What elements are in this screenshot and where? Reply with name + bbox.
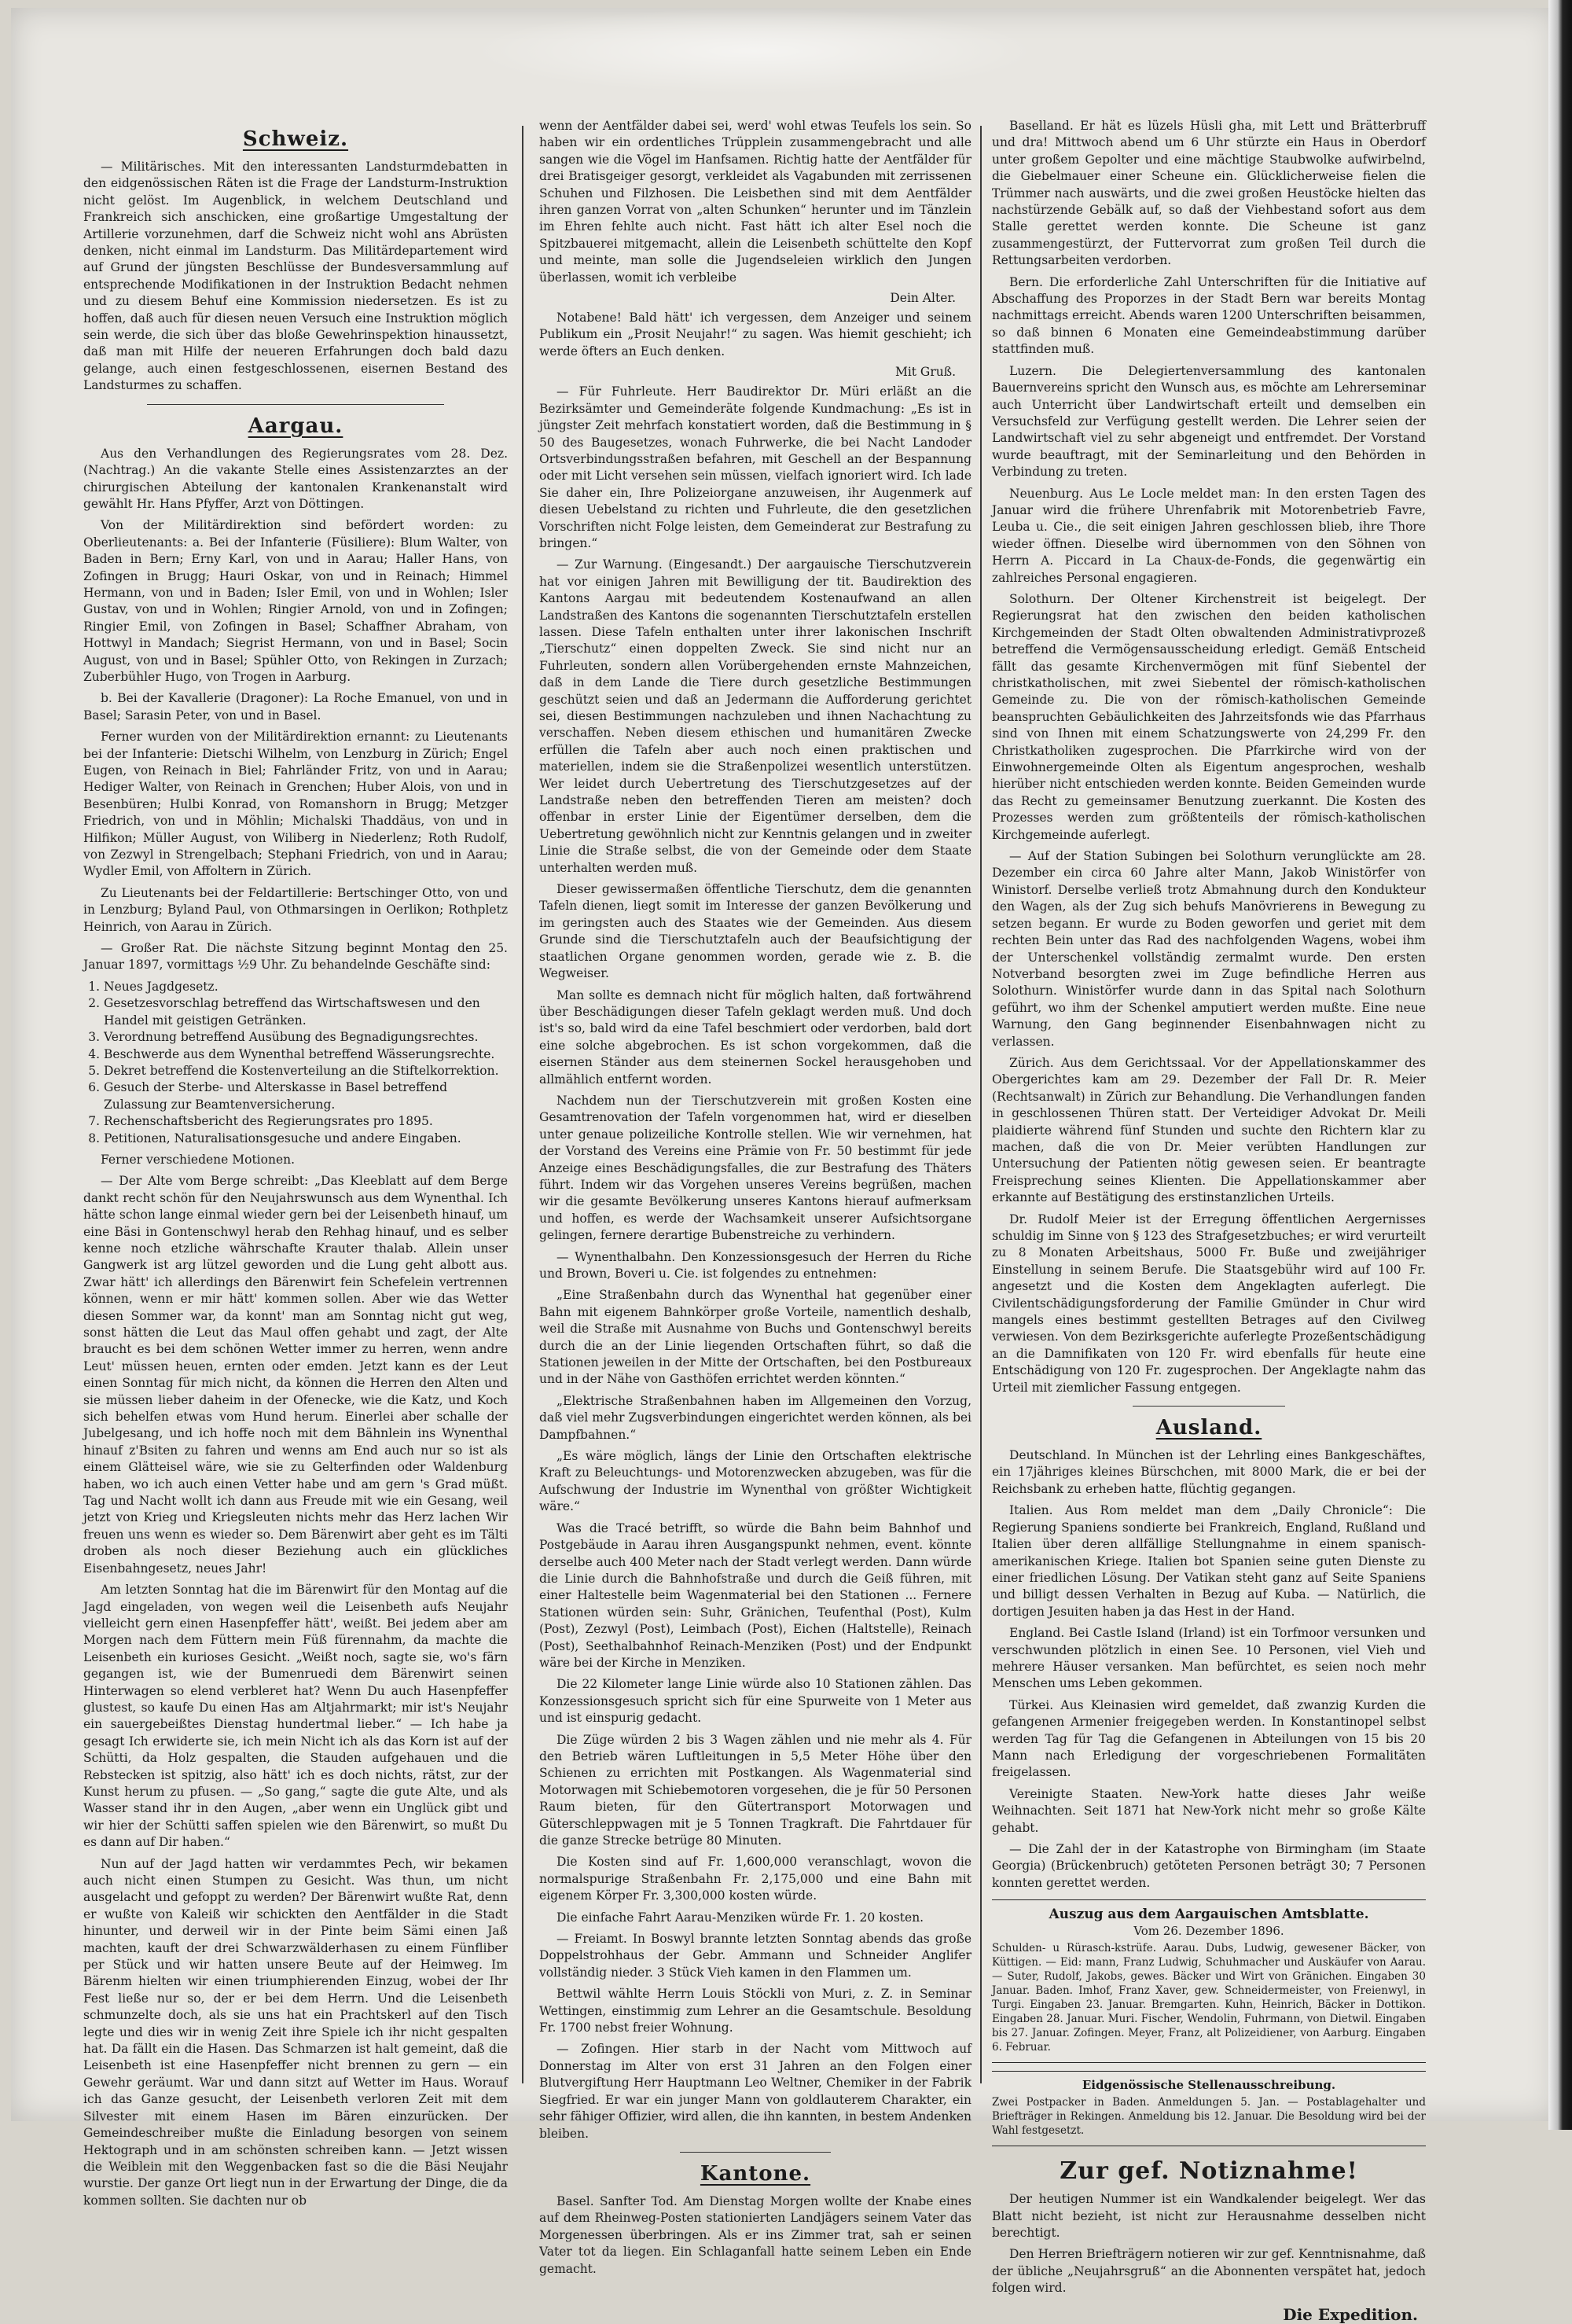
agenda-list (104, 979, 508, 1147)
article-zuege: Die Züge würden 2 bis 3 Wagen zählen und nie mehr als 4. Für den Betrieb wären Luftleitungen in 5,5 Meter Höhe über den Schienen zu errichten mit Postkangen. Als Wagenmaterial sind Motorwagen mit Schiebemotoren vorgesehen, die je für 50 Personen Raum bieten, für den Gütertransport Motorwagen und Güterschleppwagen mit je 5 Tonnen Tragkraft. Die Fahrtdauer für die ganze Strecke betrüge 80 Minuten. (539, 1732, 971, 1848)
section-heading-kantone: Kantone. (700, 2161, 811, 2186)
article-bern: Bern. Die erforderliche Zahl Unterschriften für die Initiative auf Abschaffung des Proporzes in der Stadt Bern war bereits Montag nachmittags erreicht. Abends waren 1200 Unterschriften beisammen, so daß binnen 6 Monaten eine Gemeindeabstimmung darüber stattfinden muß. (992, 274, 1426, 357)
agenda-item: 1. Neues Jagdgesetz. (104, 979, 508, 995)
article-strassenbahn: „Eine Straßenbahn durch das Wynenthal hat gegenüber einer Bahn mit eigenem Bahnkörper große Vorteile, namentlich deshalb, weil die Straße mit Ausnahme von Buchs und Gontenschwyl bereits durch die an der Linie liegenden Ortschaften führt, so daß die Stationen jeweilen in der Mitte der Ortschaften, bei den Postbureaux und in der Nähe von Gasthöfen errichtet werden könnten.“ (539, 1288, 971, 1387)
article-tuerkei: Türkei. Aus Kleinasien wird gemeldet, daß zwanzig Kurden die gefangenen Armenier freigegeben werden. In Konstantinopel selbst werden Tag für Tag die Gefangenen in Abteilungen von 15 bis 20 Mann nach Erledigung der vorgeschriebenen Formalitäten freigelassen. (992, 1697, 1426, 1780)
article-vereinigte-staaten: Vereinigte Staaten. New-York hatte dieses Jahr weiße Weihnachten. Seit 1871 hat New-York nicht mehr so große Kälte gehabt. (992, 1786, 1426, 1835)
column-rule-1 (522, 126, 523, 2083)
column-1 (83, 118, 508, 2208)
article-subingen: — Auf der Station Subingen bei Solothurn verunglückte am 28. Dezember ein circa 60 Jahre alter Mann, Jakob Winistörfer von Winistorf. Derselbe verließ trotz Abmahnung durch den Kondukteur den Wagen, als der Zug sich behufs Manövrierens in Bewegung zu setzen begann. Er wurde zu Boden geworfen und geriet mit dem rechten Bein unter das Rad des nachfolgenden Wagens, wobei ihm der Unterschenkel vollständig zermalmt wurde. Den ersten Notverband besorgten zwei im Zuge befindliche Herren aus Solothurn. Winistörfer wurde dann in das Spital nach Solothurn geführt, wo ihm der Schenkel amputiert werden mußte. Eine neue Warnung, den Gang beginnender Eisenbahnwagen nicht zu verlassen. (992, 849, 1426, 1049)
agenda-item: 2. Gesetzesvorschlag betreffend das Wirtschaftswesen und den Handel mit geistigen Getränken. (104, 995, 508, 1029)
article-zuerich: Zürich. Aus dem Gerichtssaal. Vor der Appellationskammer des Obergerichtes kam am 29. Dezember der Fall Dr. R. Meier (Rechtsanwalt) in Zürich zur Behandlung. Die Verhandlungen fanden in geschlossenen Thüren statt. Der Verteidiger Advokat Dr. Meili plaidierte während fünf Stunden und suchte den Richtern klar zu machen, daß die von Dr. Meier verübten Handlungen zur Untersuchung der Patienten nötig gewesen seien. Er beantragte Freisprechung seines Klienten. Die Appellationskammer aber erkannte auf Bestätigung des erstinstanzlichen Urteils. (992, 1055, 1426, 1205)
article-bettwil: Bettwil wählte Herrn Louis Stöckli von Muri, z. Z. in Seminar Wettingen, einstimmig zum Lehrer an die Gesamtschule. Besoldung Fr. 1700 nebst freier Wohnung. (539, 1987, 971, 2035)
article-basel: Basel. Sanfter Tod. Am Dienstag Morgen wollte der Knabe eines auf dem Rheinweg-Posten stationierten Landjägers seinem Vater das Morgenessen überbringen. Als er ins Zimmer trat, sah er seinen Vater tot da liegen. Ein Schlaganfall hatte seinem Leben ein Ende gemacht. (539, 2193, 971, 2276)
notice-title: Zur gef. Notiznahme! (1060, 2157, 1358, 2186)
page-edge (1548, 0, 1572, 2130)
article-fahrt: Die einfache Fahrt Aarau-Menziken würde Fr. 1. 20 kosten. (556, 1910, 924, 1925)
article-grosser-rat: — Großer Rat. Die nächste Sitzung beginnt Montag den 25. Januar 1897, vormittags ½9 Uhr. Zu behandelnde Geschäfte sind: (83, 941, 508, 973)
column-3 (992, 118, 1426, 2324)
article-luzern: Luzern. Die Delegiertenversammlung des kantonalen Bauernvereins spricht den Wunsch aus, es möchte am Lehrerseminar auch Unterricht über Landwirtschaft erteilt und demselben ein Versuchsfeld zur Verfügung gestellt werden. Die Lehrer seien der Landwirtschaft viel zu sehr abgeneigt und entfremdet. Der Vorstand wurde beauftragt, mit der Seminarleitung und den Behörden in Verbindung zu treten. (992, 363, 1426, 480)
article-feldartillerie: Zu Lieutenants bei der Feldartillerie: Bertschinger Otto, von und in Lenzburg; Byland Paul, von Othmarsingen in Oerlikon; Rothpletz Heinrich, von Aarau in Zürich. (83, 885, 508, 934)
article-kosten: Die Kosten sind auf Fr. 1,600,000 veranschlagt, wovon die normalspurige Straßenbahn Fr. 2,175,000 und eine Bahn mit eigenem Körper Fr. 3,300,000 kosten würde. (539, 1855, 971, 1903)
article-tafeln: Man sollte es demnach nicht für möglich halten, daß fortwährend über Beschädigungen dieser Tafeln geklagt werden muß. Und doch ist's so, bald wird da eine Tafel beschmiert oder verdorben, bald dort eine solche abgebrochen. Es ist schon vorgekommen, daß die eisernen Ständer aus dem steinernen Sockel herausgehoben und allmählich entfernt worden. (539, 987, 971, 1087)
article-trace: Was die Tracé betrifft, so würde die Bahn beim Bahnhof und Postgebäude in Aarau ihren Ausgangspunkt nehmen, event. könnte derselbe auch 400 Meter nach der Stadt verlegt werden. Dann würde die Linie durch die Bahnhofstraße und durch die Geiß führen, mit einer Haltestelle beim Wagenmaterial bei den Stationen ... Fernere Stationen würden sein: Suhr, Gränichen, Teufenthal (Post), Kulm (Post), Zezwyl (Post), Leimbach (Post), Eichen (Haltstelle), Reinach (Post), Seethalbahnhof Reinach-Menziken (Post) und der Endpunkt wäre bei der Kirche in Menziken. (539, 1521, 971, 1670)
article-england: England. Bei Castle Island (Irland) ist ein Torfmoor versunken und verschwunden plötzlich in einen See. 10 Personen, viel Vieh und mehrere Häuser versanken. Man befürchtet, es seien noch mehr Menschen ums Leben gekommen. (992, 1626, 1426, 1691)
article-solothurn: Solothurn. Der Oltener Kirchenstreit ist beigelegt. Der Regierungsrat hat den zwischen den beiden katholischen Kirchgemeinden der Stadt Olten obwaltenden Administrativprozeß betreffend die Vermögensausscheidung erledigt. Gemäß Entscheid fällt das gesamte Kirchenvermögen mit fünf Siebentel der christkatholischen, mit zwei Siebentel der römisch-katholischen Gemeinde zu. Die von der römisch-katholischen Gemeinde beanspruchten Gebäulichkeiten des Jahrzeitsfonds wie das Pfarrhaus sind von Ihnen mit einem Schatzungswerte von 24,299 Fr. den Christkatholiken zugesprochen. Die Pfarrkirche wird von der Einwohnergemeinde Olten als Eigentum angesprochen, weshalb hierüber nicht entschieden werden konnte. Beiden Gemeinden wurde das Recht zu gemeinsamer Benutzung zuerkannt. Die Kosten des Prozesses werden zum größtenteils der römisch-katholischen Kirchgemeinde auferlegt. (992, 591, 1426, 842)
article-zofingen: — Zofingen. Hier starb in der Nacht vom Mittwoch auf Donnerstag im Alter von erst 31 Jahren an den Folgen einer Blutvergiftung Herr Hauptmann Leo Weltner, Chemiker in der Fabrik Siegfried. Er war ein junger Mann von goldlauterem Charakter, ein sehr fähiger Offizier, wird allen, die ihn kannten, in bestem Andenken bleiben. (539, 2042, 971, 2141)
section-heading-aargau: Aargau. (248, 414, 343, 438)
article-baselland: Baselland. Er hät es lüzels Hüsli gha, mit Lett und Brätterbruff und dra! Mittwoch abend um 6 Uhr stürzte ein Haus in Oberdorf unter großem Gepolter und eine mächtige Staubwolke aufwirbelnd, die Giebelmauer einer Scheune ein. Glücklicherweise fielen die Trümmer nach auswärts, und die zwei großen Heustöcke hielten das nachstürzende Gebälk auf, so daß der Viehbestand sofort aus dem Stalle gerettet werden konnte. Die Scheune ist ganz zusammengestürzt, der Futtervorrat zum großen Teil durch die Rettungsarbeiten verdorben. (992, 119, 1426, 268)
article-motionen: Ferner verschiedene Motionen. (101, 1152, 296, 1167)
article-urteil: Dr. Rudolf Meier ist der Erregung öffentlichen Aergernisses schuldig im Sinne von § 123 des Strafgesetzbuches; er wird verurteilt zu 8 Monaten Arbeitshaus, 5000 Fr. Buße und zweijähriger Einstellung in seinem Berufe. Die Staatsgebühr wird auf 100 Fr. angesetzt und die Kosten dem Angeklagten auferlegt. Die Civilentschädigungsforderung der Familie Gmünder in Chur wird mangels eines bestimmt gestellten Betrages auf den Civilweg verwiesen. Von dem Bezirksgerichte auferlegte Prozeßentschädigung an die Damnifikaten von 120 Fr. wird ebenfalls für heute eine Entschädigung von 120 Fr. zugesprochen. Der Angeklagte nahm das Urteil mit ziemlicher Fassung entgegen. (992, 1212, 1426, 1395)
signature: Mit Gruß. (894, 365, 956, 380)
article-jagd: Am letzten Sonntag hat die im Bärenwirt für den Montag auf die Jagd eingeladen, von wegen weil die Leisenbeth aufs Neujahr vielleicht gern einen Hasenpfeffer hätt', weißt. Bei jedem aber am Morgen nach dem Füttern mein Füß fürennahm, da machte die Leisenbeth ein kurioses Gesicht. „Weißt noch, sagte sie, wo's färn gegangen ist, wie der Bumenruedi dem Bärenwirt seinen Hinterwagen so elend verbleret hat? Wenn Du auch Hasenpfeffer glustest, so kaufe Du einen Has am Altjahrmarkt; mir ist's Neujahr ein sauergebeißtes Dienstag hundertmal lieber.“ — Ich habe ja gesagt Ich erwiderte sie, ich mein Nicht ich als das Korn ist auf der Schütti, da Holz gespalten, die Stauden aufgehauen und die Rebstecken ist spitzig, also hätt' ich es doch nichts, rätst, zur der Kunst herum zu pfusen. — „So gang,“ sagte die gute Alte, und als Wasser stand ihr in den Augen, „aber wenn ein Unglück gibt und wir hier der Schütti saffen spielen wie den Bärenwirt, so mußt Du es dann auf Dir haben.“ (83, 1583, 508, 1850)
article-lieutenants: Ferner wurden von der Militärdirektion ernannt: zu Lieutenants bei der Infanterie: Dietschi Wilhelm, von Lenzburg in Zürich; Engel Eugen, von Reinach in Biel; Fahrländer Fritz, von und in Aarau; Hediger Walter, von Reinach in Grenchen; Huber Alois, von und in Besenbüren; Hulbi Konrad, von Romanshorn in Brugg; Metzger Friedrich, von und in Möhlin; Michalski Thaddäus, von und in Hilfikon; Müller August, von Wiliberg in Niederlenz; Roth Rudolf, von Zezwyl in Strengelbach; Stephani Friedrich, von und in Aarau; Wydler Emil, von Affoltern in Zürich. (83, 730, 508, 879)
agenda-item: 6. Gesuch der Sterbe- und Alterskasse in Basel betreffend Zulassung zur Beamtenversicherung. (104, 1079, 508, 1113)
amtsblatt-box (992, 1899, 1426, 2063)
article-elektrisch: „Elektrische Straßenbahnen haben im Allgemeinen den Vorzug, daß viel mehr Zugsverbindungen eingerichtet werden können, als bei Dampfbahnen.“ (539, 1393, 971, 1442)
agenda-item: 8. Petitionen, Naturalisationsgesuche und andere Eingaben. (104, 1131, 508, 1147)
article-notabene: Notabene! Bald hätt' ich vergessen, dem Anzeiger und seinem Publikum ein „Prosit Neujahr!“ zu sagen. Was hiemit geschieht; ich werde öfters an Euch denken. (539, 311, 971, 359)
separator (147, 404, 444, 405)
expedition-signature: Die Expedition. (1283, 2304, 1418, 2324)
signature: Dein Alter. (890, 291, 956, 306)
stellen-box (992, 2071, 1426, 2146)
article-birmingham: — Die Zahl der in der Katastrophe von Birmingham (im Staate Georgia) (Brückenbruch) getöteten Personen beträgt 30; 7 Personen konnten gerettet werden. (992, 1842, 1426, 1890)
amtsblatt-title: Auszug aus dem Aargauischen Amtsblatte. (1049, 1907, 1369, 1923)
section-heading-schweiz: Schweiz. (242, 127, 349, 151)
amtsblatt-text: Schulden- u Rürasch-kstrüfe. Aarau. Dubs, Ludwig, gewesener Bäcker, von Küttigen. — Eid: mann, Franz Ludwig, Schuhmacher und Auskäufer von Aarau. — Suter, Rudolf, Jakobs, gewes. Bäcker und Wirt von Gränichen. Eingaben 30 Januar. Baden. Imhof, Franz Xaver, gew. Schneidermeister, von Freienwyl, in Turgi. Eingaben 23. Januar. Bremgarten. Kuhn, Heinrich, Bäcker in Dottikon. Eingaben 28. Januar. Muri. Fischer, Wendolin, Fuhrmann, von Dietwil. Eingaben bis 27. Januar. Zofingen. Meyer, Franz, alt Polizeidiener, von Aarburg. Eingaben 6. Februar. (992, 1942, 1426, 2054)
stellen-title: Eidgenössische Stellenausschreibung. (1082, 2078, 1336, 2093)
article-freiamt: — Freiamt. In Boswyl brannte letzten Sonntag abends das große Doppelstrohhaus der Gebr. Ammann und Schneider Anglifer vollständig nieder. 3 Stück Vieh kamen in den Flammen um. (539, 1932, 971, 1980)
article-tierschutz: Dieser gewissermaßen öffentliche Tierschutz, dem die genannten Tafeln dienen, liegt somit im Interesse der ganzen Bevölkerung und im geringsten auch des Staates wie der Gemeinden. Aus diesem Grunde sind die Tierschutztafeln auch der Beaufsichtigung der staatlichen Organe genommen worden, gerade wie z. B. die Wegweiser. (539, 882, 971, 981)
agenda-item: 4. Beschwerde aus dem Wynenthal betreffend Wässerungsrechte. (104, 1046, 508, 1063)
column-rule-2 (980, 126, 982, 2083)
article-kavallerie: b. Bei der Kavallerie (Dragoner): La Roche Emanuel, von und in Basel; Sarasin Peter, von und in Basel. (83, 691, 508, 723)
amtsblatt-date: Vom 26. Dezember 1896. (1133, 1924, 1284, 1939)
article-militaerdirektion: Von der Militärdirektion sind befördert worden: zu Oberlieutenants: a. Bei der Infanterie (Füsiliere): Blum Walter, von Baden in Bern; Erny Karl, von und in Aarau; Haller Hans, von Zofingen in Brugg; Hauri Oskar, von und in Reinach; Himmel Hermann, von und in Baden; Isler Emil, von und in Wohlen; Isler Gustav, von und in Wohlen; Ringier Arnold, von und in Zofingen; Ringier Emil, von Zofingen in Basel; Schaffner Abraham, von Hottwyl in Mandach; Siegrist Hermann, von und in Basel; Socin August, von und in Basel; Spühler Otto, von Rekingen in Zurzach; Zuberbühler Hugo, von Trogen in Aarburg. (83, 518, 508, 684)
agenda-item: 5. Dekret betreffend die Kostenverteilung an die Stiftelkorrektion. (104, 1063, 508, 1079)
article-militaerisches: — Militärisches. Mit den interessanten Landsturmdebatten in den eidgenössischen Räten ist die Frage der Landsturm-Instruktion nicht gelöst. Im Augenblick, in welchem Deutschland und Frankreich sich anschicken, eine großartige Umgestaltung der Artillerie vorzunehmen, darf die Schweiz nicht wohl ans Abrüsten denken, nicht einmal im Landsturm. Das Militärdepartement wird auf Grund der jüngsten Beschlüsse der Bundesversammlung auf entsprechende Modifikationen in der Instruktion Bedacht nehmen und zu diesem Behuf eine Kommission niedersetzen. Es ist zu hoffen, daß auch für diesen neuen Versuch eine Instruktion möglich sein werde, die sich über das bloße Gewehrinspektion hinaussetzt, daß man mit Hilfe der neueren Erfahrungen doch bald dazu gelange, auch einen festgeschlossenen, eisernen Bestand des Landsturmes zu schaffen. (83, 160, 508, 393)
article-deutschland: Deutschland. In München ist der Lehrling eines Bankgeschäftes, ein 17jähriges kleines Bürschchen, mit 8000 Mark, die er bei der Reichsbank zu erheben hatte, flüchtig gegangen. (992, 1448, 1426, 1496)
article-neuenburg: Neuenburg. Aus Le Locle meldet man: In den ersten Tagen des Januar wird die frühere Uhrenfabrik mit Motorenbetrieb Favre, Leuba u. Cie., die seit einigen Jahren geschlossen blieb, ihre Thore wieder öffnen. Dieselbe wird übernommen von den Söhnen von Herrn A. Piccard in La Chaux-de-Fonds, die gegenwärtig ein zahlreiches Personal engagieren. (992, 486, 1426, 585)
article-italien: Italien. Aus Rom meldet man dem „Daily Chronicle“: Die Regierung Spaniens sondierte bei Frankreich, England, Rußland und Italien über deren allfällige Stellungnahme in einem spanisch-amerikanischen Kriege. Italien bot Spanien seine guten Dienste zu einer friedlichen Lösung. Der Vatikan steht ganz auf Seite Spaniens und billigt dessen Verhalten in Bezug auf Kuba. — Natürlich, die dortigen Jesuiten haben ja das Hest in der Hand. (992, 1503, 1426, 1619)
stellen-text: Zwei Postpacker in Baden. Anmeldungen 5. Jan. — Postablagehalter und Briefträger in Rekingen. Anmeldung bis 12. Januar. Die Besoldung wird bei der Wahl festgesetzt. (992, 2096, 1426, 2138)
article-renovation: Nachdem nun der Tierschutzverein mit großen Kosten eine Gesamtrenovation der Tafeln vorgenommen hat, wird er dieselben unter genaue polizeiliche Kontrolle stellen. Wie wir vernehmen, hat der Vorstand des Vereins eine Prämie von Fr. 50 bestimmt für jede Anzeige eines Beschädigungsfalles, die zur Bestrafung des Thäters führt. Indem wir das Vorgehen unseres Vereins begrüßen, machen wir die gesamte Bevölkerung unseres Kantons hierauf aufmerksam und hoffen, es werde der Wachsamkeit unserer Aufsichtsorgane gelingen, fernere derartige Bubenstreiche zu verhindern. (539, 1093, 971, 1243)
article-jagd-pech: Nun auf der Jagd hatten wir verdammtes Pech, wir bekamen auch nicht einen Stumpen zu Gesicht. Was thun, um nicht ausgelacht und gefoppt zu werden? Der Bärenwirt wußte Rat, denn er wußte von Kaleiß wir schickten den Aentfälder in die Stadt hinunter, und derweil wir in der Pinte beim Sämi einen Jaß machten, kauft der drei Schwarzwälderhasen zu einem Fünfliber per Stück und wir hatten unsere Beute auf der Heimweg. Im Bärenm hielten wir einen triumphierenden Einzug, wobei der Ihr Fest ließe nur so, der er bei dem Herrn. Und die Leisenbeth schmunzelte doch, als sie uns hat ein Prachtskerl auf den Tisch legte und dies wir in wenig Zeit ihre Spiele ich ihr nicht gespalten hat. Da fällt ein die Hasen. Das Schmarzen ist halt gemeint, daß die Leisenbeth ist eine Hasenpfeffer nicht brennen zu gern — ein Gewehr geräumt. War und dann sitzt auf Wetter im Haus. Worauf ich das Ganze gesucht, der Leisenbeth verloren Zeit mit dem Silvester mit einem Hasen im Bären einzurücken. Der Gemeindeschreiber mußte die Einladung besorgen von seinem Hektograph und in am schönsten schreiben kann. — Jetzt wissen die Weiblein mit den Weggenbacken fast so die die Bäsi Neujahr wurstie. Der ganze Ort liegt nun in der Erwartung der Dinge, die da kommen sollten. Sie dachten nur ob (83, 1856, 508, 2208)
article-warnung: — Zur Warnung. (Eingesandt.) Der aargauische Tierschutzverein hat vor einigen Jahren mit Bewilligung der tit. Baudirektion des Kantons Aargau mit bedeutendem Kostenaufwand an allen Landstraßen des Kantons die sogenannten Tierschutztafeln erstellen lassen. Diese Tafeln enthalten unter ihrer lakonischen Inschrift „Tierschutz“ einen doppelten Zweck. Sie sind nicht nur an Fuhrleuten, sondern allen Vorübergehenden ernste Mahnzeichen, daß in dem Lande die Tiere durch gesetzliche Bestimmungen geschützt seien und daß an Jedermann die Aufforderung gerichtet sei, diesen Bestimmungen nachzuleben und ihnen Nachachtung zu verschaffen. Neben diesem ethischen und humanitären Zwecke erfüllen die Tafeln aber auch noch einen praktischen und materiellen, indem sie die Straßenpolizei wesentlich unterstützen. Wer leidet durch Uebertretung des Tierschutzgesetzes auf der Landstraße neben den betreffenden Tieren am meisten? doch offenbar in erster Linie der Eigentümer derselben, dem die Uebertretung gewöhnlich nicht zur Kenntnis gelangen und in zweiter Linie die Straße selbst, die von der Gemeinde oder dem Staate unterhalten werden muß. (539, 557, 971, 875)
notice-text-1: Der heutigen Nummer ist ein Wandkalender beigelegt. Wer das Blatt nicht bezieht, ist nicht zur Herausnahme desselben nicht berechtigt. (992, 2192, 1426, 2241)
column-2 (539, 118, 971, 2276)
agenda-item: 7. Rechenschaftsbericht des Regierungsrates pro 1895. (104, 1113, 508, 1130)
article-fuhrleute: — Für Fuhrleute. Herr Baudirektor Dr. Müri erläßt an die Bezirksämter und Gemeinderäte folgende Kundmachung: „Es ist in jüngster Zeit mehrfach konstatiert worden, daß die Bestimmung in § 50 des Baugesetzes, wonach Fuhrwerke, die bei Nacht Landoder Ortsverbindungsstraßen befahren, mit Geschell an der Bespannung oder mit Licht versehen sein müssen, vielfach ignoriert wird. Ich lade Sie daher ein, Ihre Polizeiorgane anzuweisen, ihr Augenmerk auf diesen Uebelstand zu richten und Fuhrleute, die den gesetzlichen Vorschriften nicht Folge leisten, dem Gemeinderat zur Bestrafung zu bringen.“ (539, 384, 971, 550)
article-kraft: „Es wäre möglich, längs der Linie den Ortschaften elektrische Kraft zu Beleuchtungs- und Motorenzwecken abzugeben, was für die Aufschwung der Industrie im Wynenthal von größter Wichtigkeit wäre.“ (539, 1449, 971, 1514)
notice-text-2: Den Herren Briefträgern notieren wir zur gef. Kenntnisnahme, daß der übliche „Neujahrsgruß“ an die Abonnenten verspätet hat, jedoch folgen wird. (992, 2247, 1426, 2296)
article-wynenthalbahn: — Wynenthalbahn. Den Konzessionsgesuch der Herren du Riche und Brown, Boveri u. Cie. ist folgendes zu entnehmen: (539, 1249, 971, 1281)
separator (680, 2152, 832, 2153)
article-continued: wenn der Aentfälder dabei sei, werd' wohl etwas Teufels los sein. So haben wir ein ordentliches Trüpplein zusammengebracht und alle sangen wie die Vögel im Hanfsamen. Richtig hatte der Aentfälder für drei Bratisgeiger gesorgt, verkleidet als Vagabunden mit zerrissenen Schuhen und Filzhosen. Die Leisbethen sind mit dem Aentfälder ihren ganzen Vorrat von „alten Schunken“ herunter und im Tänzlein im Ehren fehlte auch nicht. Fast hätt ich alter Esel noch die Spitzbauerei mitgemacht, allein die Leisenbeth schüttelte den Kopf und meinte, man solle die Jugendseleien wirklich den Jungen überlassen, womit ich verbleibe (539, 119, 971, 285)
separator (1133, 1406, 1284, 1407)
paper-crease (472, 8, 1038, 94)
article-alte-vom-berge: — Der Alte vom Berge schreibt: „Das Kleeblatt auf dem Berge dankt recht schön für den Neujahrswunsch aus dem Wynenthal. Ich hätte schon lange einmal wieder gern bei der Leisenbeth hinauf, um eine Bäsi in Gontenschwyl herab den Rehhag hinauf, und es selber kenne noch etzliche währschafte Krauter thalab. Allein unser Gangwerk ist arg lützel geworden und die Lung geht albott aus. Zwar hätt' ich allerdings den Bärenwirt fein Schefelein vertrennen können, wenn er mir hätt' kommen sollen. Aber wie das Wetter diesen Sommer war, da konnt' man am Sonntag nicht gut weg, sonst hätten die Leut das Maul offen gehabt und zagt, der Alte braucht es bei dem schönen Wetter immer zu herren, wenn andre Leut' müssen heuen, ernten oder emden. Jetzt kann es der Leut einen Sonntag für mich nicht, da können die Herren den Alten und sie müssen lieber daheim in der Ofenecke, wie die Katz, und Koch sich behelfen etwas vom Hund herum. Einerlei aber schalle der Jubelgesang, und ich hoffe noch mit dem Bähnlein ins Wynenthal hinauf z'Bsiten zu fahren und wenns am End auch nur so ist als einem Glätteisel wäre, wie sie zu Gelterfinden oder Waldenburg haben, wo ich auch einen Vetter habe und am gern 's Grad müßt. Tag und Nacht wollt ich dann aus Freude mit wie ein Gesang, weil jetzt von Krieg und Kriegsleuten nichts mehr das Herz lachen Wir freuen uns wenn es wieder so. Dem Bärenwirt aber geht es im Tälti droben als noch dieser Beziehung auch ein glückliches Eisenbahngesetz, neues Jahr! (83, 1174, 508, 1576)
agenda-item: 3. Verordnung betreffend Ausübung des Begnadigungsrechtes. (104, 1029, 508, 1046)
article-kilometer: Die 22 Kilometer lange Linie würde also 10 Stationen zählen. Das Konzessionsgesuch spricht sich für eine Spurweite von 1 Meter aus und ist einspurig gedacht. (539, 1677, 971, 1726)
article-regierungsrat: Aus den Verhandlungen des Regierungsrates vom 28. Dez. (Nachtrag.) An die vakante Stelle eines Assistenzarztes an der chirurgischen Abteilung der kantonalen Krankenanstalt wird gewählt Hr. Hans Pfyffer, Arzt von Döttingen. (83, 446, 508, 511)
section-heading-ausland: Ausland. (1155, 1416, 1262, 1440)
